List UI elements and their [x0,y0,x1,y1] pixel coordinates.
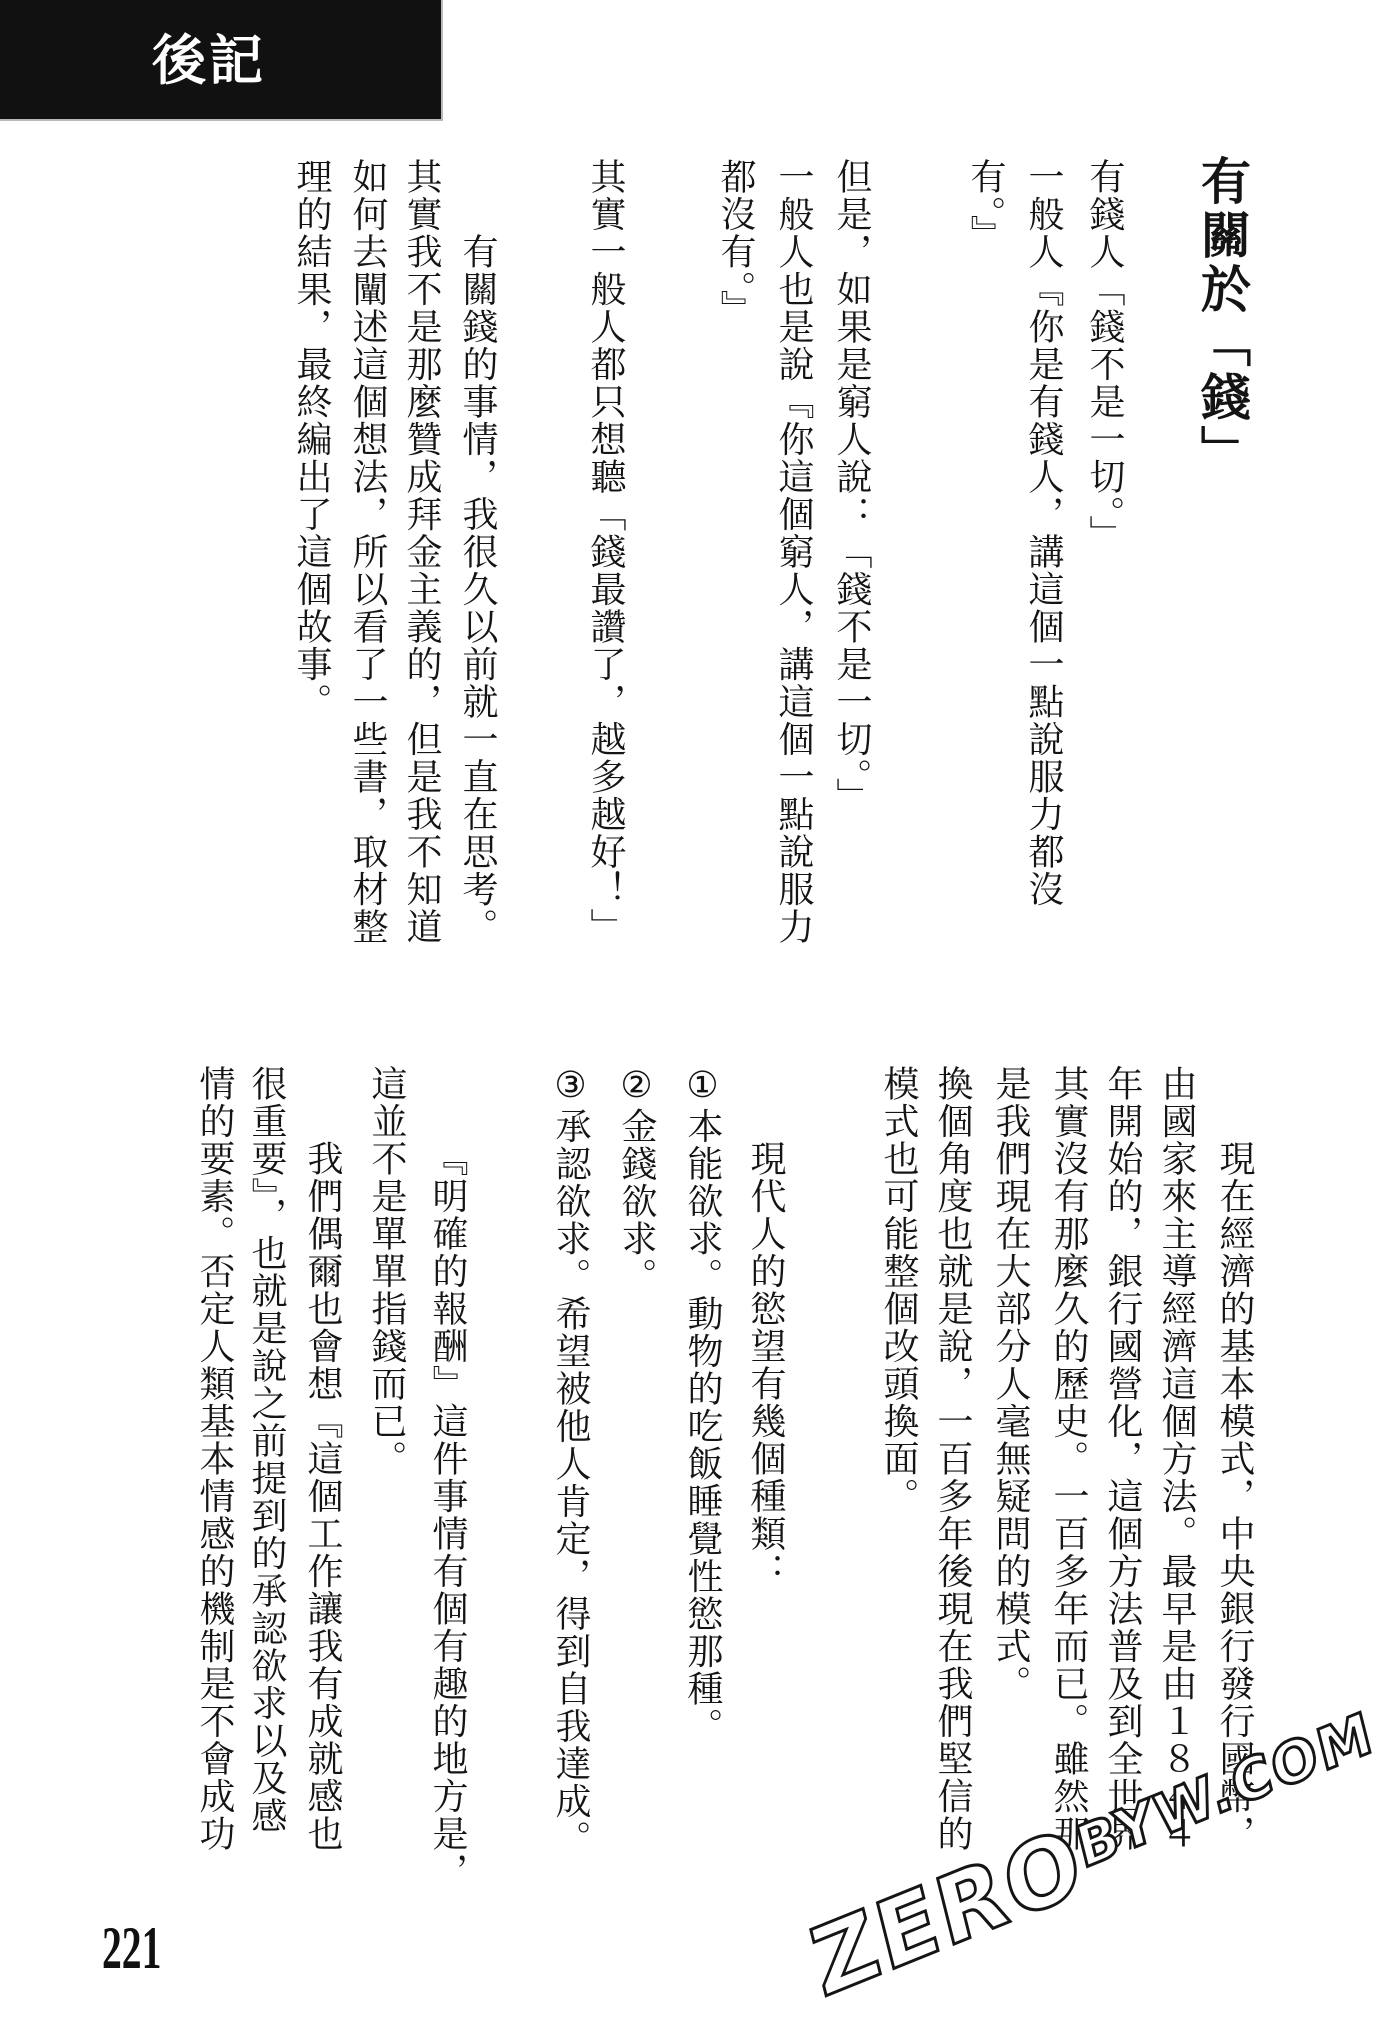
text-column: 其實我不是那麼贊成拜金主義的，但是我不知道 [401,158,442,946]
watermark [801,1696,1386,2019]
page-number: 221 [102,1915,162,1981]
text-column: 情的要素。否定人類基本情感的機制是不會成功 [194,1065,235,1853]
text-column: 都沒有。』 [715,158,756,328]
text-column: 年開始的，銀行國營化，這個方法普及到全世界 [1102,1065,1143,1853]
watermark-main-text: ZERO [801,1806,1094,2019]
text-column: 很重要』，也就是說之前提到的承認欲求以及感 [246,1065,287,1835]
article-title: 有關於「錢」 [1193,155,1251,479]
text-column: 一般人也是說『你這個窮人，講這個一點說服力 [773,158,814,946]
text-column: 其實沒有那麼久的歷史。一百多年而已。雖然那 [1048,1065,1089,1853]
text-column: 這並不是單單指錢而已。 [366,1065,407,1478]
list-item: ③承認欲求。希望被他人肯定，得到自我達成。 [550,1065,591,1858]
text-column: 換個角度也就是說，一百多年後現在我們堅信的 [932,1065,973,1853]
text-column: 其實一般人都只想聽「錢最讚了，越多越好！」 [585,158,626,946]
text-column: 模式也可能整個改頭換面。 [878,1065,919,1515]
text-column: 我們偶爾也會想『這個工作讓我有成就感也 [302,1140,343,1853]
list-item: ①本能欲求。動物的吃飯睡覺性慾那種。 [682,1065,723,1745]
text-column: 有。』 [965,158,1006,253]
section-header-bar [0,0,443,121]
text-column: 如何去闡述這個想法，所以看了一些書，取材整 [347,158,388,946]
section-title: 後記 [152,29,266,92]
text-column: 現代人的慾望有幾個種類： [745,1140,786,1590]
text-column: 由國家來主導經濟這個方法。最早是由１８４４ [1156,1065,1197,1853]
watermark-suffix-text: BYW.COM [1070,1699,1381,1883]
text-column: 一般人『你是有錢人，講這個一點說服力都沒 [1023,158,1064,908]
text-column: 是我們現在大部分人毫無疑問的模式。 [990,1065,1031,1703]
list-item: ②金錢欲求。 [616,1065,657,1295]
text-column: 有錢人「錢不是一切。」 [1084,158,1125,553]
text-column: 但是，如果是窮人說：「錢不是一切。」 [831,158,872,815]
text-column: 『明確的報酬』這件事情有個有趣的地方是， [427,1140,468,1890]
text-column: 現在經濟的基本模式，中央銀行發行國幣， [1214,1140,1255,1853]
text-column: 理的結果，最終編出了這個故事。 [291,158,332,721]
text-column: 有關錢的事情，我很久以前就一直在思考。 [457,233,498,946]
